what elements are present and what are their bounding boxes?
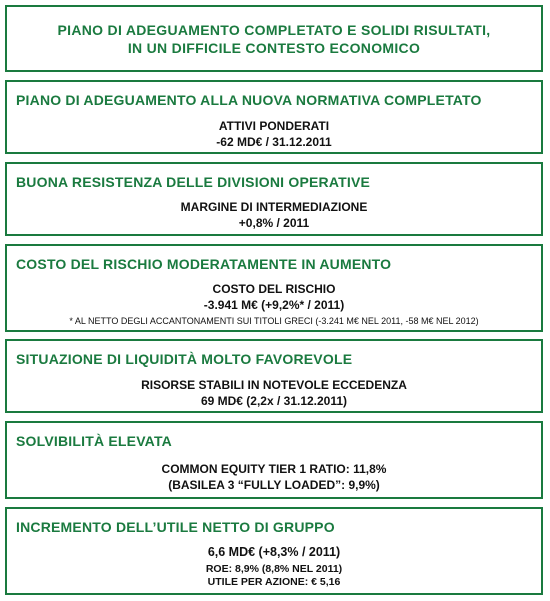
- section-title: BUONA RESISTENZA DELLE DIVISIONI OPERATIVE: [16, 174, 371, 190]
- roe-line: ROE: 8,9% (8,8% NEL 2011): [205, 563, 343, 575]
- metric-value: 6,6 MD€ (+8,3% / 2011): [207, 545, 341, 559]
- metric-value: -62 MD€ / 31.12.2011: [216, 135, 332, 149]
- section-body: [7, 118, 541, 150]
- metric-value: (BASILEA 3 “FULLY LOADED”: 9,9%): [168, 478, 380, 492]
- metric-label: ATTIVI PONDERATI: [218, 119, 330, 133]
- header-title-line1: PIANO DI ADEGUAMENTO COMPLETATO E SOLIDI RISULTATI,: [57, 21, 491, 38]
- metric-label: MARGINE DI INTERMEDIAZIONE: [180, 200, 368, 214]
- section-body: [7, 544, 541, 589]
- metric-label: COMMON EQUITY TIER 1 RATIO: 11,8%: [161, 462, 387, 476]
- section-adeguamento: [5, 80, 543, 154]
- metric-value: 69 MD€ (2,2x / 31.12.2011): [200, 394, 348, 408]
- header-title-line2: IN UN DIFFICILE CONTESTO ECONOMICO: [127, 39, 421, 56]
- metric-label: COSTO DEL RISCHIO: [212, 282, 336, 296]
- metric-value: +0,8% / 2011: [238, 216, 310, 230]
- section-body: [7, 281, 541, 327]
- section-solvibilita: [5, 421, 543, 499]
- section-body: [7, 377, 541, 409]
- section-rischio: [5, 244, 543, 332]
- header-box: [5, 5, 543, 72]
- section-body: [7, 199, 541, 231]
- section-title: SOLVIBILITÀ ELEVATA: [16, 433, 172, 449]
- section-title: INCREMENTO DELL’UTILE NETTO DI GRUPPO: [16, 519, 335, 535]
- section-title: PIANO DI ADEGUAMENTO ALLA NUOVA NORMATIVA COMPLETATO: [16, 92, 482, 108]
- metric-label: RISORSE STABILI IN NOTEVOLE ECCEDENZA: [141, 378, 407, 392]
- section-title: COSTO DEL RISCHIO MODERATAMENTE IN AUMENTO: [16, 256, 392, 272]
- metric-value: -3.941 M€ (+9,2%* / 2011): [203, 298, 345, 312]
- eps-line: UTILE PER AZIONE: € 5,16: [207, 576, 341, 588]
- section-title: SITUAZIONE DI LIQUIDITÀ MOLTO FAVOREVOLE: [16, 351, 353, 367]
- section-body: [7, 461, 541, 493]
- section-liquidita: [5, 339, 543, 413]
- footnote: * AL NETTO DEGLI ACCANTONAMENTI SUI TITOLI GRECI (-3.241 M€ NEL 2011, -58 M€ NEL 2012): [69, 316, 479, 326]
- section-utile: [5, 507, 543, 595]
- section-divisioni: [5, 162, 543, 236]
